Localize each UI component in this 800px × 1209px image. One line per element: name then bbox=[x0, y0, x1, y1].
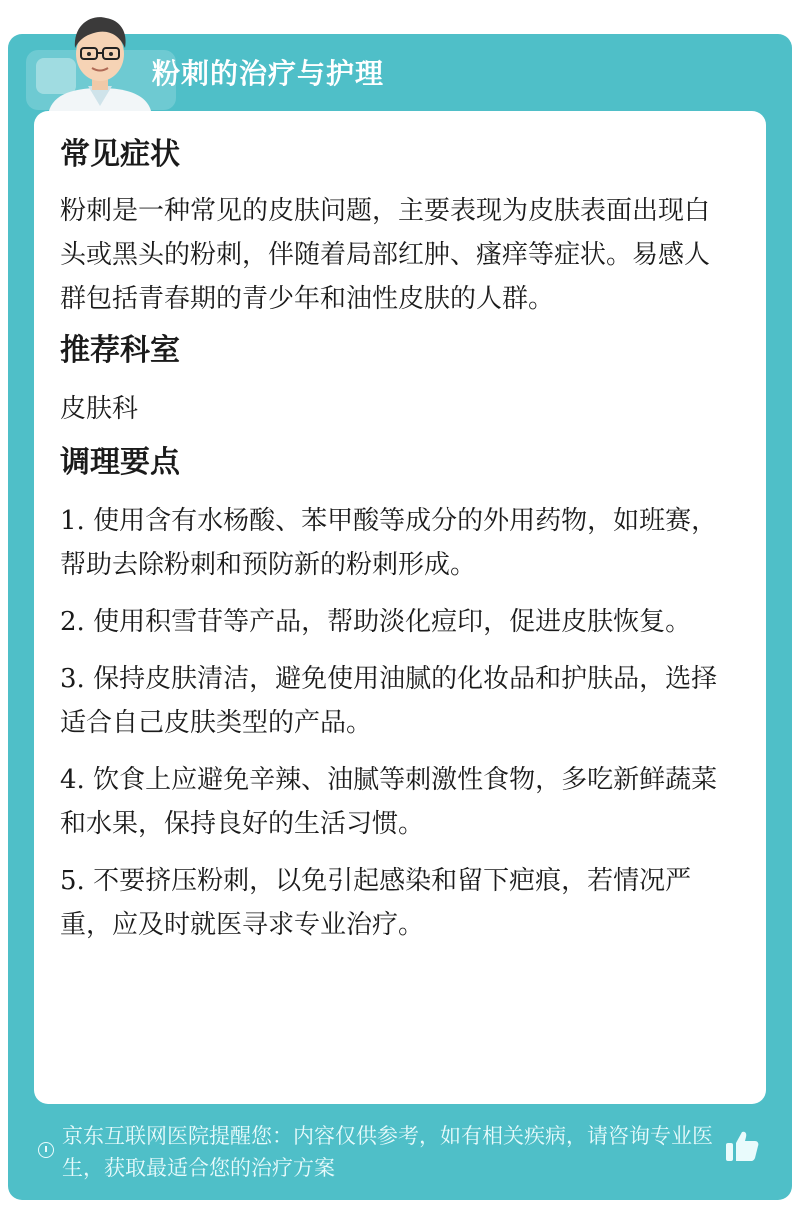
care-tip bbox=[60, 499, 732, 587]
department-text: 皮肤科 bbox=[60, 394, 139, 424]
tip-number: 1. bbox=[60, 506, 85, 536]
care-tip bbox=[60, 657, 732, 745]
content-card bbox=[34, 111, 766, 1104]
care-tip bbox=[60, 758, 732, 846]
tip-text: 保持皮肤清洁，避免使用油腻的化妆品和护肤品，选择适合自己皮肤类型的产品。 bbox=[60, 664, 718, 738]
tip-text: 使用积雪苷等产品，帮助淡化痘印，促进皮肤恢复。 bbox=[93, 607, 692, 637]
thumbs-up-icon[interactable] bbox=[724, 1128, 760, 1164]
department-title: 推荐科室 bbox=[60, 333, 180, 368]
symptoms-text: 粉刺是一种常见的皮肤问题，主要表现为皮肤表面出现白头或黑头的粉刺，伴随着局部红肿、瘙痒等症状。易感人群包括青春期的青少年和油性皮肤的人群。 bbox=[60, 196, 711, 314]
tip-text: 使用含有水杨酸、苯甲酸等成分的外用药物，如班赛，帮助去除粉刺和预防新的粉刺形成。 bbox=[60, 506, 718, 580]
info-icon bbox=[38, 1142, 54, 1158]
tip-number: 5. bbox=[60, 866, 85, 896]
care-tip bbox=[60, 600, 732, 644]
care-tip bbox=[60, 859, 732, 947]
content-body bbox=[60, 135, 732, 947]
tip-text: 饮食上应避免辛辣、油腻等刺激性食物，多吃新鲜蔬菜和水果，保持良好的生活习惯。 bbox=[60, 765, 718, 839]
tip-number: 2. bbox=[60, 607, 85, 637]
page-title: 粉刺的治疗与护理 bbox=[152, 57, 385, 90]
symptoms-title: 常见症状 bbox=[60, 137, 180, 172]
tip-text: 不要挤压粉刺，以免引起感染和留下疤痕，若情况严重，应及时就医寻求专业治疗。 bbox=[60, 866, 692, 940]
doctor-avatar bbox=[40, 8, 160, 116]
tip-number: 4. bbox=[60, 765, 85, 795]
care-title: 调理要点 bbox=[60, 445, 180, 480]
tip-number: 3. bbox=[60, 664, 85, 694]
footer-disclaimer: 京东互联网医院提醒您：内容仅供参考，如有相关疾病，请咨询专业医生，获取最适合您的治疗方案 bbox=[62, 1124, 713, 1180]
